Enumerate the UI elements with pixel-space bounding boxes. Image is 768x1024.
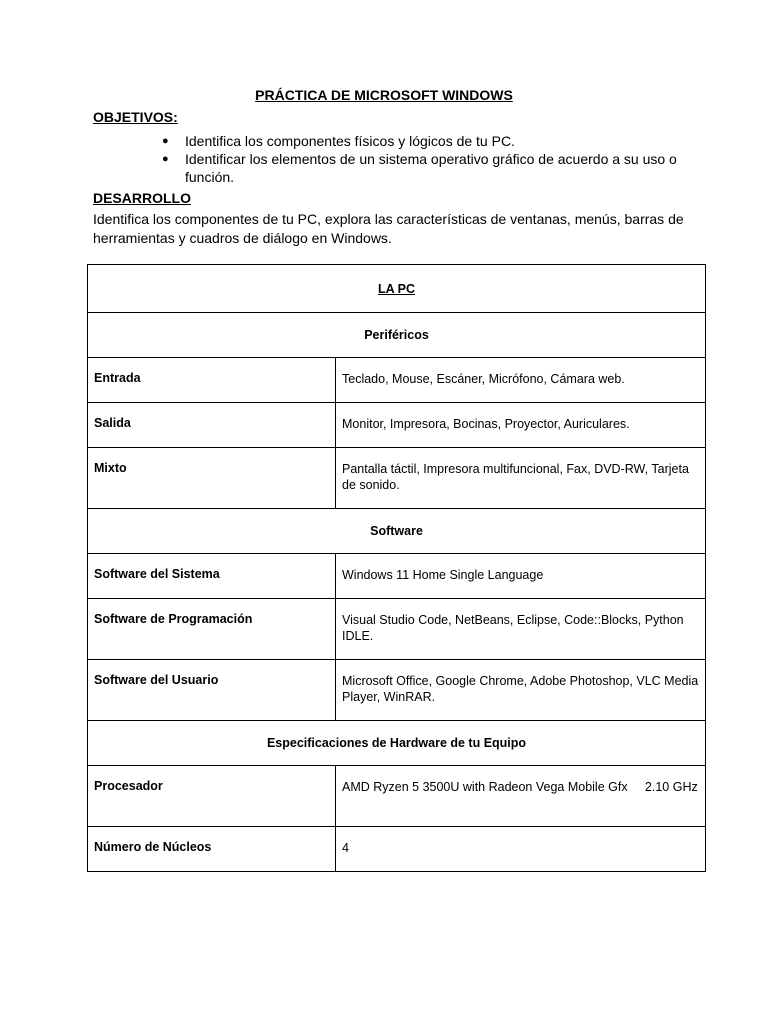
section-title-software: Software	[88, 509, 706, 554]
table-row	[88, 358, 706, 403]
table-row	[88, 403, 706, 448]
table-row	[88, 766, 706, 827]
pc-components-table	[87, 264, 706, 872]
table-row	[88, 660, 706, 721]
row-value: Windows 11 Home Single Language	[336, 554, 706, 599]
table-header: LA PC	[377, 281, 416, 296]
table-row	[88, 827, 706, 872]
development-heading: DESARROLLO	[93, 190, 191, 206]
row-value: AMD Ryzen 5 3500U with Radeon Vega Mobile Gfx 2.10 GHz	[336, 766, 706, 827]
row-value: Monitor, Impresora, Bocinas, Proyector, Auriculares.	[336, 403, 706, 448]
section-title-hardware: Especificaciones de Hardware de tu Equipo	[88, 721, 706, 766]
development-paragraph: Identifica los componentes de tu PC, explora las características de ventanas, menús, barras de herramientas y cuadros de diálogo en Windows.	[93, 211, 684, 246]
row-label: Software de Programación	[88, 599, 336, 660]
objective-item: ● Identificar los elementos de un sistema operativo gráfico de acuerdo a su uso o función.	[185, 150, 685, 186]
row-value: Teclado, Mouse, Escáner, Micrófono, Cámara web.	[336, 358, 706, 403]
document-title: PRÁCTICA DE MICROSOFT WINDOWS	[255, 87, 513, 103]
row-label: Procesador	[88, 766, 336, 827]
row-label: Salida	[88, 403, 336, 448]
row-label: Entrada	[88, 358, 336, 403]
section-title-perifericos: Periféricos	[88, 313, 706, 358]
row-value: Microsoft Office, Google Chrome, Adobe Photoshop, VLC Media Player, WinRAR.	[336, 660, 706, 721]
objectives-list	[185, 132, 685, 186]
row-value: Pantalla táctil, Impresora multifuncional, Fax, DVD-RW, Tarjeta de sonido.	[336, 448, 706, 509]
objectives-heading: OBJETIVOS:	[93, 109, 178, 125]
row-label: Software del Usuario	[88, 660, 336, 721]
objective-item: ● Identifica los componentes físicos y lógicos de tu PC.	[185, 132, 685, 150]
row-label: Número de Núcleos	[88, 827, 336, 872]
row-value: Visual Studio Code, NetBeans, Eclipse, Code::Blocks, Python IDLE.	[336, 599, 706, 660]
table-row	[88, 448, 706, 509]
table-row	[88, 554, 706, 599]
row-value: 4	[336, 827, 706, 872]
row-label: Software del Sistema	[88, 554, 336, 599]
row-label: Mixto	[88, 448, 336, 509]
table-header-cell	[88, 265, 706, 313]
table-row	[88, 599, 706, 660]
